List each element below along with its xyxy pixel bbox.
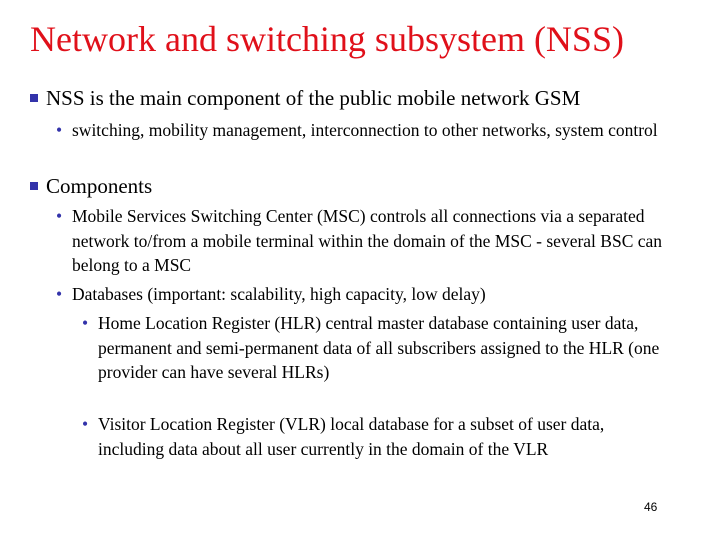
sub-bullet — [56, 118, 696, 143]
bullet-text: NSS is the main component of the public mobile network GSM — [46, 86, 581, 110]
dot-bullet-icon: • — [82, 313, 89, 333]
dot-bullet-icon: • — [82, 414, 89, 434]
dot-bullet-icon: • — [56, 284, 63, 304]
bullet-components — [30, 174, 152, 199]
bullet-text: switching, mobility management, interconnection to other networks, system control — [72, 120, 658, 140]
page-number: 46 — [644, 500, 658, 514]
bullet-text: Components — [46, 174, 153, 198]
square-bullet-icon — [30, 182, 38, 190]
bullet-text: Mobile Services Switching Center (MSC) controls all connections via a separated network to/from a mobile terminal within the domain of the MSC - several BSC can belong to a MSC — [72, 206, 663, 275]
dot-bullet-icon: • — [56, 120, 63, 140]
bullet-text: Visitor Location Register (VLR) local database for a subset of user data, including data about all user currently in the domain of the VLR — [98, 414, 605, 459]
sub-sub-bullet-vlr — [82, 412, 662, 461]
sub-bullet-msc — [56, 204, 686, 278]
sub-bullet-databases — [56, 282, 696, 307]
bullet-nss — [30, 86, 580, 111]
square-bullet-icon — [30, 94, 38, 102]
dot-bullet-icon: • — [56, 206, 63, 226]
sub-sub-bullet-hlr — [82, 311, 692, 385]
slide-title: Network and switching subsystem (NSS) — [30, 19, 624, 59]
bullet-text: Home Location Register (HLR) central master database containing user data, permanent and semi-permanent data of all subscribers assigned to the HLR (one provider can have several HLRs) — [98, 313, 660, 382]
bullet-text: Databases (important: scalability, high capacity, low delay) — [72, 284, 486, 304]
